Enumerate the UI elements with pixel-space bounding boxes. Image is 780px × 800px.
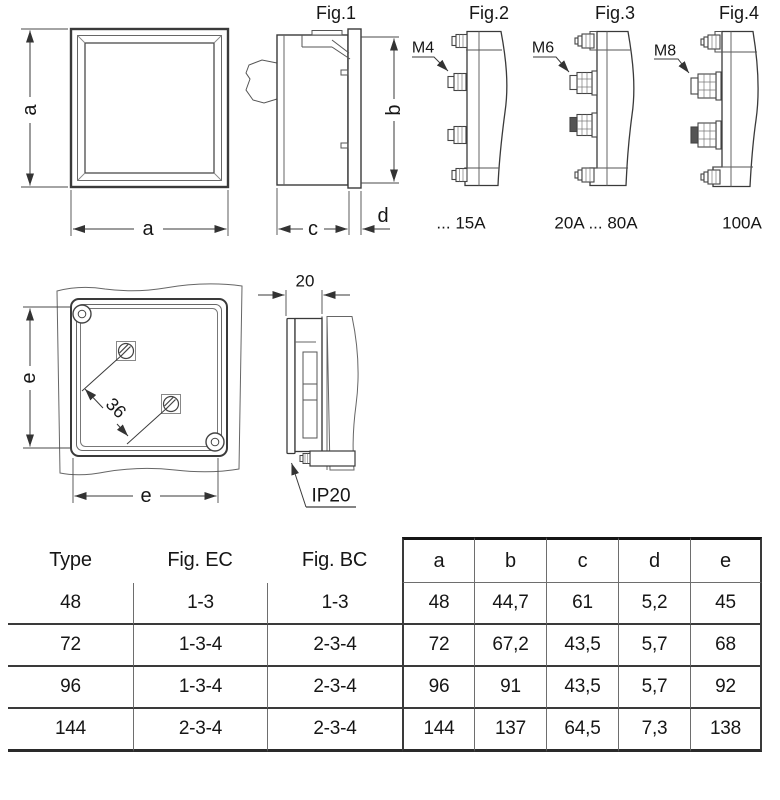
dim-label-a-horizontal: a [142, 218, 154, 240]
fig3-title: Fig.3 [594, 3, 636, 23]
dim-label-e-vertical: e [18, 372, 40, 384]
col-header-e: e [690, 537, 762, 583]
table-cell-c: 61 [546, 583, 618, 625]
table-cell-type: 144 [8, 709, 133, 752]
fig4-title: Fig.4 [718, 3, 760, 23]
table-cell-b: 67,2 [474, 625, 546, 667]
fig3-terminal-view [532, 3, 638, 233]
fig1-title: Fig.1 [315, 3, 357, 23]
col-header-b: b [474, 537, 546, 583]
col-header-c: c [546, 537, 618, 583]
fig4-thread-label: M8 [653, 42, 677, 60]
table-cell-d: 7,3 [618, 709, 690, 752]
fig3-thread-label: M6 [531, 39, 555, 57]
dim-label-b: b [383, 104, 405, 116]
fig2-terminal-view [412, 3, 509, 233]
table-cell-fig-bc: 1-3 [267, 583, 402, 625]
ip-rating-label: IP20 [311, 485, 351, 507]
rear-panel-view [18, 284, 242, 507]
table-cell-c: 43,5 [546, 667, 618, 709]
table-cell-type: 72 [8, 625, 133, 667]
table-cell-fig-ec: 2-3-4 [133, 709, 267, 752]
dim-label-d: d [377, 205, 389, 227]
fig4-rating-label: 100A [722, 213, 762, 233]
table-cell-fig-ec: 1-3 [133, 583, 267, 625]
table-cell-a: 72 [402, 625, 474, 667]
table-cell-fig-bc: 2-3-4 [267, 667, 402, 709]
table-cell-d: 5,7 [618, 667, 690, 709]
table-cell-d: 5,2 [618, 583, 690, 625]
col-header-a: a [402, 537, 474, 583]
dim-label-e-horizontal: e [140, 485, 152, 507]
col-header-d: d [618, 537, 690, 583]
table-cell-b: 137 [474, 709, 546, 752]
table-cell-fig-ec: 1-3-4 [133, 625, 267, 667]
table-cell-fig-bc: 2-3-4 [267, 709, 402, 752]
fig2-rating-label: ... 15A [436, 213, 486, 233]
table-cell-fig-ec: 1-3-4 [133, 667, 267, 709]
table-cell-e: 92 [690, 667, 762, 709]
dim-label-20: 20 [295, 271, 315, 291]
col-header-fig-ec: Fig. EC [167, 548, 233, 571]
front-view-drawing [19, 29, 228, 240]
fig2-title: Fig.2 [468, 3, 510, 23]
table-cell-type: 48 [8, 583, 133, 625]
table-cell-a: 96 [402, 667, 474, 709]
table-cell-type: 96 [8, 667, 133, 709]
dim-label-36: 36 [101, 393, 131, 423]
table-cell-d: 5,7 [618, 625, 690, 667]
fig1-side-view [246, 3, 405, 240]
table-cell-c: 64,5 [546, 709, 618, 752]
dim-label-c: c [308, 218, 318, 240]
col-header-fig-bc: Fig. BC [301, 548, 368, 571]
table-cell-e: 68 [690, 625, 762, 667]
table-cell-e: 138 [690, 709, 762, 752]
table-cell-c: 43,5 [546, 625, 618, 667]
table-cell-a: 144 [402, 709, 474, 752]
table-cell-e: 45 [690, 583, 762, 625]
side-mounted-view [258, 272, 358, 508]
fig2-thread-label: M4 [411, 39, 435, 57]
dimensions-table [8, 537, 762, 752]
table-cell-fig-bc: 2-3-4 [267, 625, 402, 667]
dim-label-a-vertical: a [19, 104, 41, 116]
table-cell-a: 48 [402, 583, 474, 625]
col-header-type: Type [49, 548, 92, 571]
table-cell-b: 91 [474, 667, 546, 709]
fig3-rating-label: 20A ... 80A [554, 213, 638, 233]
table-cell-b: 44,7 [474, 583, 546, 625]
fig4-terminal-view [654, 3, 763, 233]
